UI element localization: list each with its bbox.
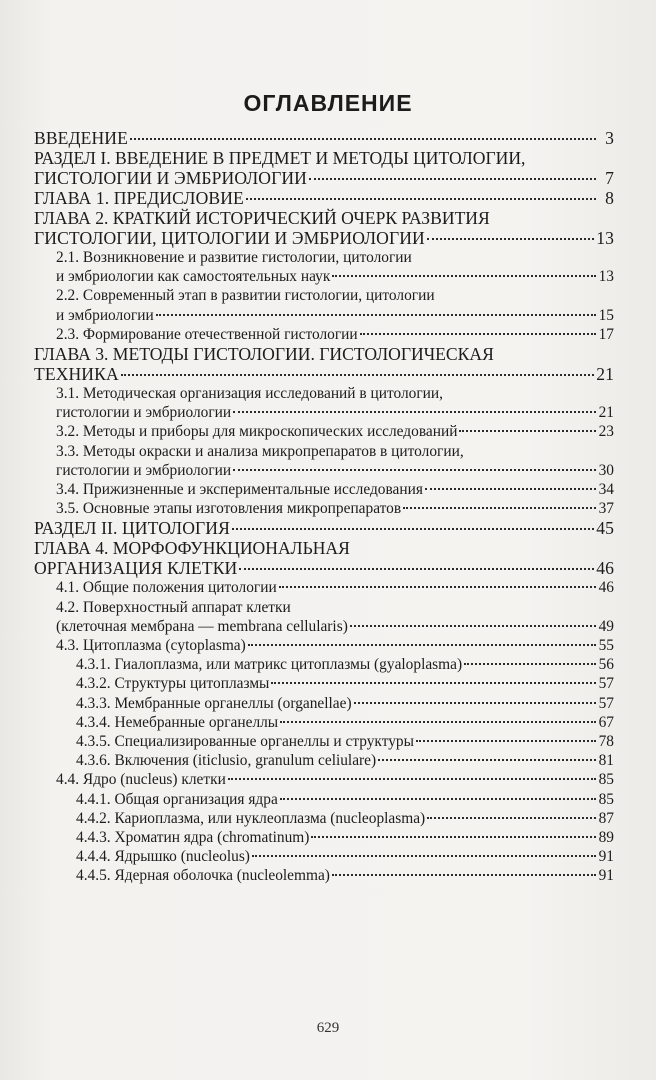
dot-leader [248, 644, 596, 646]
toc-entry [34, 128, 614, 148]
dot-leader [350, 625, 596, 627]
dot-leader [280, 798, 596, 800]
toc-entry [34, 208, 614, 248]
toc-entry [34, 866, 614, 885]
dot-leader [252, 855, 596, 857]
dot-leader [233, 469, 596, 471]
toc-page-number: 13 [596, 228, 614, 248]
toc-page-number: 34 [598, 481, 614, 499]
toc-entry-text: ОРГАНИЗАЦИЯ КЛЕТКИ [34, 558, 238, 579]
toc-entry-text: 3.1. Методическая организация исследований в цитологии, [56, 385, 443, 403]
toc-entry-text: 4.3. Цитоплазма (cytoplasma) [56, 637, 246, 655]
toc-entry-text: ГИСТОЛОГИИ, ЦИТОЛОГИИ И ЭМБРИОЛОГИИ [34, 228, 425, 248]
toc-page-number: 37 [598, 500, 614, 518]
toc-entry-text: 3.5. Основные этапы изготовления микропрепаратов [56, 500, 402, 518]
toc-entry-text: 4.4.5. Ядерная оболочка (nucleolemma) [76, 867, 330, 885]
dot-leader [459, 430, 596, 432]
toc-entry [34, 499, 614, 518]
toc-entry [34, 248, 614, 286]
toc-page-number: 21 [596, 364, 614, 385]
dot-leader [156, 314, 596, 316]
toc-entry-text: 4.3.3. Мембранные органеллы (organellae) [76, 694, 352, 712]
dot-leader [427, 238, 594, 240]
toc-page-number: 23 [598, 423, 614, 441]
toc-entry-text: 2.2. Современный этап в развитии гистологии, цитологии [56, 287, 435, 305]
dot-leader [130, 138, 596, 140]
toc-entry-text: ГЛАВА 4. МОРФОФУНКЦИОНАЛЬНАЯ [34, 538, 350, 559]
toc-page-number: 21 [598, 404, 614, 422]
toc-entry [34, 828, 614, 847]
toc-page-number: 67 [598, 713, 614, 731]
toc-entry-text: 3.2. Методы и приборы для микроскопических исследований [56, 423, 458, 441]
toc-entry-text: 4.4.2. Кариоплазма, или нуклеоплазма (nucleoplasma) [76, 809, 426, 827]
toc-entry [34, 286, 614, 324]
toc-entry [34, 578, 614, 597]
toc-entry-text: 3.3. Методы окраски и анализа микропрепаратов в цитологии, [56, 442, 464, 460]
toc-page-number: 85 [598, 771, 614, 789]
toc-entry-text: 2.1. Возникновение и развитие гистологии, цитологии [56, 249, 412, 266]
toc-entry [34, 674, 614, 693]
dot-leader [279, 586, 596, 588]
toc-entry [34, 809, 614, 828]
toc-page-number: 17 [598, 325, 614, 343]
toc-entry [34, 751, 614, 770]
toc-entry-text: 4.3.6. Включения (iticlusio, granulum celiulare) [76, 752, 377, 770]
toc-entry-text: 4.3.4. Немебранные органеллы [76, 713, 279, 731]
toc-entry [34, 442, 614, 480]
toc-entry-text: 4.4.4. Ядрышко (nucleolus) [76, 848, 250, 866]
dot-leader [354, 702, 596, 704]
toc-entry [34, 518, 614, 538]
dot-leader [416, 740, 596, 742]
toc-entry-text: и эмбриологии [56, 306, 154, 324]
toc-entry [34, 847, 614, 866]
toc-page-number: 57 [598, 675, 614, 693]
toc-entry [34, 636, 614, 655]
toc-page-number: 30 [598, 461, 614, 479]
toc-page-number: 15 [598, 306, 614, 324]
toc-page-number: 78 [598, 733, 614, 751]
toc-entry-text: 4.3.1. Гиалоплазма, или матрикс цитоплазмы (gyaloplasma) [76, 656, 463, 674]
toc-entry-text: ГЛАВА 1. ПРЕДИСЛОВИЕ [34, 188, 244, 208]
toc-entry [34, 188, 614, 208]
toc-page-number: 55 [598, 637, 614, 655]
toc-entry-text: ГЛАВА 2. КРАТКИЙ ИСТОРИЧЕСКИЙ ОЧЕРК РАЗВИТИЯ [34, 208, 490, 228]
toc-entry-text: 3.4. Прижизненные и экспериментальные исследования [56, 481, 423, 499]
toc-page-number: 49 [598, 617, 614, 635]
dot-leader [332, 275, 596, 277]
toc-page-number: 45 [596, 518, 614, 539]
dot-leader [121, 374, 594, 376]
dot-leader [464, 663, 596, 665]
dot-leader [403, 507, 596, 509]
toc-entry-text: 4.1. Общие положения цитологии [56, 579, 277, 597]
toc-page-number: 89 [598, 829, 614, 847]
dot-leader [425, 488, 596, 490]
toc-page-number: 81 [598, 752, 614, 770]
toc-entry-text: 4.2. Поверхностный аппарат клетки [56, 598, 291, 616]
toc-page-number: 13 [598, 268, 614, 286]
toc-entry-text: (клеточная мембрана — membrana cellularis) [56, 617, 348, 635]
toc-page-number: 3 [605, 128, 614, 148]
toc-page-number: 91 [598, 867, 614, 885]
dot-leader [309, 178, 596, 180]
toc-entry-text: гистологии и эмбриологии [56, 461, 232, 479]
toc-entry-text: РАЗДЕЛ II. ЦИТОЛОГИЯ [34, 518, 230, 539]
dot-leader [232, 528, 594, 530]
toc-entry-text: гистологии и эмбриологии [56, 404, 232, 422]
toc-entry-text: 4.3.2. Структуры цитоплазмы [76, 675, 270, 693]
toc-entry-text: ГЛАВА 3. МЕТОДЫ ГИСТОЛОГИИ. ГИСТОЛОГИЧЕСКАЯ [34, 344, 494, 365]
toc-page-number: 7 [605, 168, 614, 188]
toc-page-number: 56 [598, 656, 614, 674]
dot-leader [246, 198, 596, 200]
toc-entry-text: ТЕХНИКА [34, 364, 119, 385]
toc-entry [34, 790, 614, 809]
toc-page-number: 46 [598, 579, 614, 597]
page-number: 629 [316, 1020, 340, 1036]
toc-entry-text: 4.4. Ядро (nucleus) клетки [56, 771, 226, 789]
toc-page-number: 57 [598, 694, 614, 712]
toc-entry [34, 480, 614, 499]
toc-entry [34, 770, 614, 789]
toc-entry [34, 148, 614, 188]
toc-entry-text: 4.4.3. Хроматин ядра (chromatinum) [76, 829, 310, 847]
toc-page-number: 85 [598, 790, 614, 808]
toc-entry [34, 713, 614, 732]
toc-entry [34, 694, 614, 713]
toc-page-number: 46 [596, 558, 614, 579]
toc-entry [34, 344, 614, 384]
dot-leader [271, 682, 596, 684]
dot-leader [280, 721, 596, 723]
toc-page-number: 87 [598, 809, 614, 827]
toc-entry [34, 732, 614, 751]
dot-leader [239, 568, 594, 570]
dot-leader [427, 817, 596, 819]
toc-entry [34, 598, 614, 636]
dot-leader [233, 411, 596, 413]
toc-entry-text: ВВЕДЕНИЕ [34, 128, 128, 148]
toc-entry [34, 655, 614, 674]
toc-entry-text: ГИСТОЛОГИИ И ЭМБРИОЛОГИИ [34, 168, 307, 188]
table-of-contents [34, 128, 614, 886]
toc-page-number: 91 [598, 848, 614, 866]
toc-entry [34, 422, 614, 441]
toc-entry-text: 2.3. Формирование отечественной гистологии [56, 325, 358, 343]
toc-entry-text: РАЗДЕЛ I. ВВЕДЕНИЕ В ПРЕДМЕТ И МЕТОДЫ ЦИТОЛОГИИ, [34, 148, 526, 168]
dot-leader [228, 778, 596, 780]
toc-entry-text: 4.4.1. Общая организация ядра [76, 790, 278, 808]
dot-leader [360, 333, 596, 335]
page-title: ОГЛАВЛЕНИЕ [243, 90, 413, 116]
toc-entry-text: 4.3.5. Специализированные органеллы и структуры [76, 733, 414, 751]
toc-entry [34, 538, 614, 578]
toc-entry [34, 325, 614, 344]
toc-entry-text: и эмбриологии как самостоятельных наук [56, 268, 331, 286]
toc-page-number: 8 [605, 188, 614, 208]
dot-leader [332, 874, 596, 876]
dot-leader [311, 836, 596, 838]
toc-entry [34, 384, 614, 422]
dot-leader [378, 759, 596, 761]
